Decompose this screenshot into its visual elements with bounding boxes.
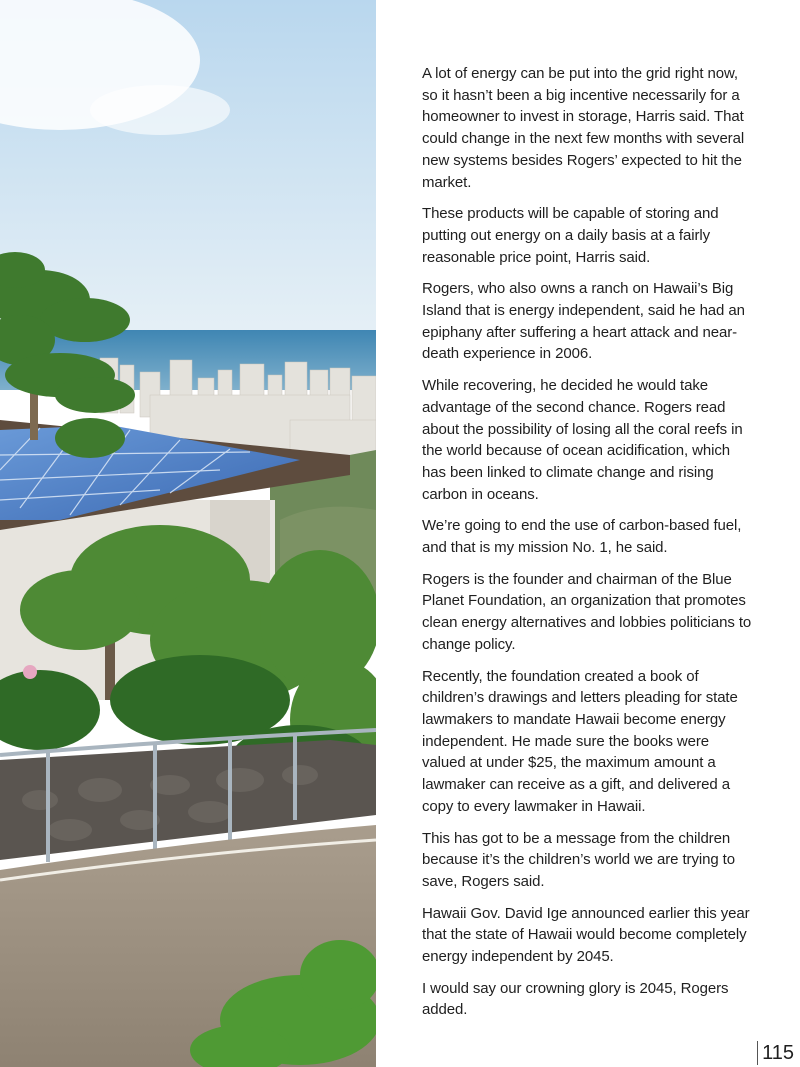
article-paragraph-4: While recovering, he decided he would take advantage of the second chance. Rogers read about the possibility of losing all the coral reefs in the world because of ocean acidification, which has been linked to climate change and rising carbon in oceans. (422, 377, 743, 503)
article-paragraph-9: Hawaii Gov. David Ige announced earlier this year that the state of Hawaii would become completely energy independent by 2045. (422, 904, 750, 966)
article-paragraph-6: Rogers is the founder and chairman of the Blue Planet Foundation, an organization that promotes clean energy alternatives and lobbies politicians to change policy. (422, 570, 752, 653)
article-paragraph-8: This has got to be a message from the children because it’s the children’s world we are trying to save, Rogers said. (422, 829, 735, 890)
page-number: 115 (757, 1041, 794, 1065)
photo-illustration (0, 0, 376, 1067)
article-paragraph-5: We’re going to end the use of carbon-based fuel, and that is my mission No. 1, he said. (422, 517, 742, 557)
article-paragraph-1: A lot of energy can be put into the grid right now, so it hasn’t been a big incentive necessarily for a homeowner to invest in storage, Harris said. That could change in the next few months with several new systems besides Rogers’ expected to hit the market. (422, 65, 745, 191)
article-paragraph-10: I would say our crowning glory is 2045, Rogers added. (422, 979, 729, 1019)
article-paragraph-2: These products will be capable of storing and putting out energy on a daily basis at a fairly reasonable price point, Harris said. (422, 205, 719, 266)
hawaii-solar-house-photo (0, 0, 376, 1067)
article-paragraph-3: Rogers, who also owns a ranch on Hawaii’s Big Island that is energy independent, said he had an epiphany after suffering a heart attack and near-death experience in 2006. (422, 280, 745, 363)
article-paragraph-7: Recently, the foundation created a book of children’s drawings and letters pleading for state lawmakers to mandate Hawaii become energy independent. He made sure the books were valued at under $25, the maximum amount a lawmaker can receive as a gift, and delivered a copy to every lawmaker in Hawaii. (422, 667, 738, 815)
article-body (422, 63, 752, 1031)
